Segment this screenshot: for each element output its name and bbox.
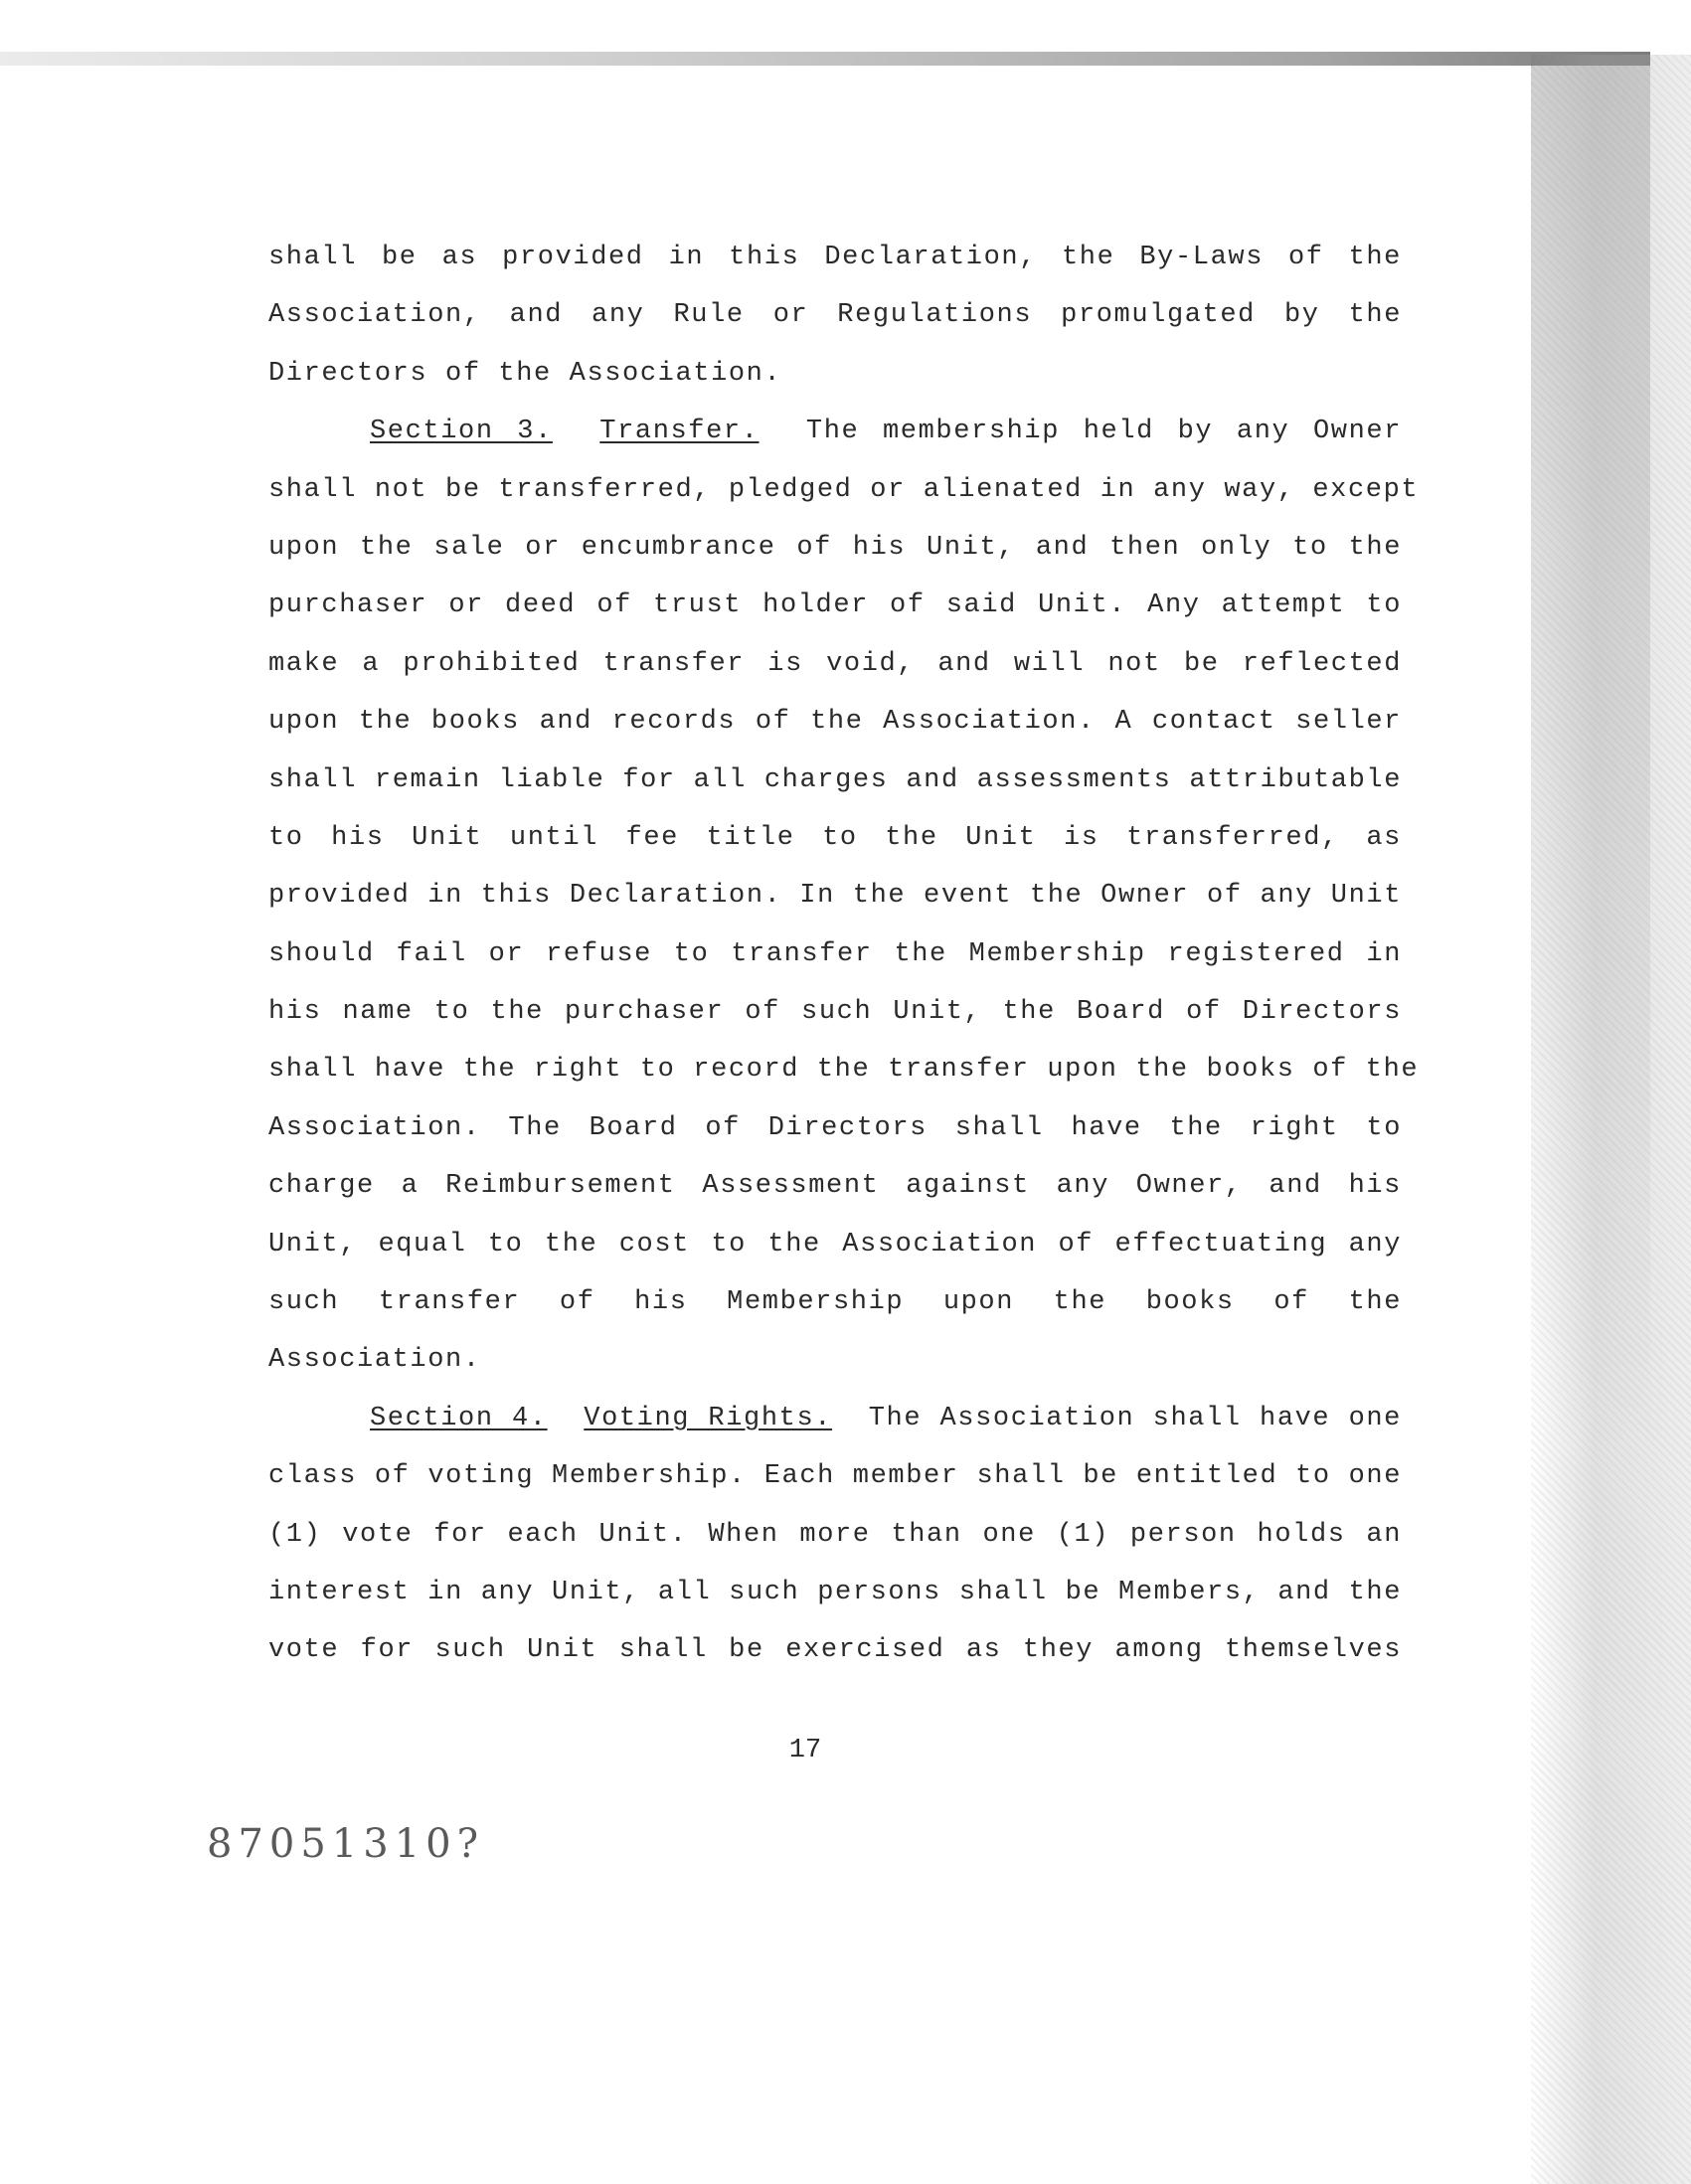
text-line: Association.: [268, 1345, 481, 1376]
text-line: his name to the purchaser of such Unit, the Board of Directors: [268, 997, 1402, 1028]
section-3-heading: Section 3.: [370, 417, 553, 447]
text-line: shall have the right to record the transfer upon the books of the: [268, 1055, 1420, 1086]
section-4-title: Voting Rights.: [584, 1403, 833, 1433]
section-3-first-line-text: The membership held by any Owner: [805, 417, 1403, 447]
text-line: interest in any Unit, all such persons shall be Members, and the: [268, 1577, 1402, 1607]
text-line: Directors of the Association.: [268, 358, 782, 389]
text-line: shall not be transferred, pledged or alienated in any way, except: [268, 474, 1420, 505]
section-4-first-line: [268, 1390, 1402, 1447]
text-line: Unit, equal to the cost to the Association of effectuating any: [268, 1229, 1402, 1260]
text-line: (1) vote for each Unit. When more than one (1) person holds an: [268, 1519, 1402, 1550]
text-line: such transfer of his Membership upon the books of the: [268, 1287, 1402, 1318]
text-line: upon the sale or encumbrance of his Unit, and then only to the: [268, 532, 1402, 563]
text-line: shall remain liable for all charges and assessments attributable: [268, 764, 1402, 795]
text-line: to his Unit until fee title to the Unit is transferred, as: [268, 822, 1402, 853]
section-3-first-line: [268, 403, 1402, 460]
text-line: provided in this Declaration. In the event the Owner of any Unit: [268, 881, 1402, 912]
text-line: upon the books and records of the Association. A contact seller: [268, 707, 1402, 738]
text-line: purchaser or deed of trust holder of said Unit. Any attempt to: [268, 590, 1402, 621]
text-line: shall be as provided in this Declaration, the By-Laws of the: [268, 243, 1402, 272]
text-line: charge a Reimbursement Assessment against any Owner, and his: [268, 1171, 1402, 1202]
text-line: should fail or refuse to transfer the Membership registered in: [268, 938, 1402, 969]
section-3-title: Transfer.: [599, 417, 760, 447]
section-4-heading: Section 4.: [370, 1403, 548, 1433]
scan-artifact-right-edge: [1531, 55, 1691, 2184]
scan-artifact-top: [0, 52, 1650, 66]
text-line: make a prohibited transfer is void, and will not be reflected: [268, 648, 1402, 679]
text-line: vote for such Unit shall be exercised as they among themselves: [268, 1635, 1402, 1666]
text-line: class of voting Membership. Each member shall be entitled to one: [268, 1461, 1402, 1492]
document-number: 87051310?: [207, 1821, 485, 1867]
page-number: 17: [788, 1736, 822, 1765]
document-body: [268, 229, 1420, 1680]
text-line: Association. The Board of Directors shall have the right to: [268, 1112, 1402, 1143]
section-4-first-line-text: The Association shall have one: [868, 1403, 1402, 1433]
text-line: Association, and any Rule or Regulations promulgated by the: [268, 300, 1402, 331]
